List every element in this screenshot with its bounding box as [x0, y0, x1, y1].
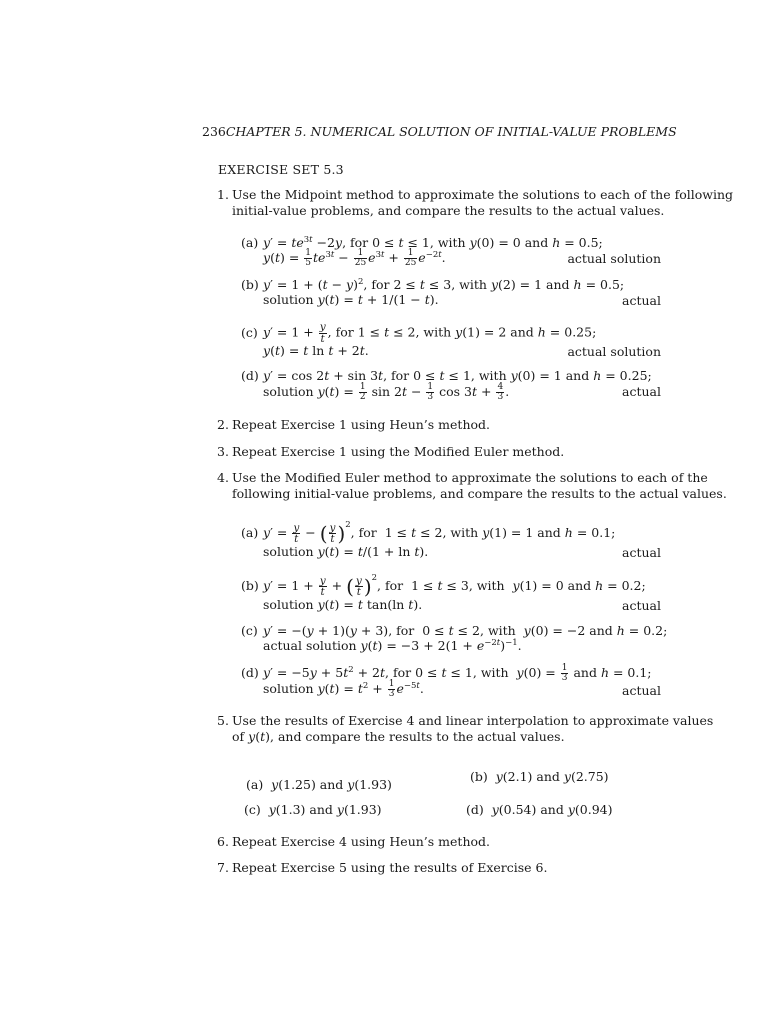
exercise-3: 3. Repeat Exercise 1 using the Modified Euler method. — [217, 444, 565, 459]
exercise-1c: (c) y′ = 1 + $\frac{y}{t}$ , for 1 ≤ t ≤ 2, with y(1) = 2 and h = 0.25; actual solution — [241, 321, 661, 359]
exercise-4b: (b) y′ = 1 + $\frac{y}{t}$ + ( $\frac{y}{t}$ )$^2$, for 1 ≤ t ≤ 3, with y(1) = 0 and h = 0.2; actual — [241, 573, 661, 613]
exercise-1d-solution: solution y(t) = $\frac{1}{2}$ sin 2t − $\frac{1}{3}$ cos 3t + $\frac{4}{3}$ . — [263, 382, 510, 402]
exercise-1: 1. Use the Midpoint method to approximate the solutions to each of the following — [217, 187, 733, 202]
exercise-4d-solution: solution $y(t) = t^2$ + $\frac{1}{3}$ $e^{-5t}$. — [263, 679, 424, 699]
page-number: 236 — [202, 124, 226, 139]
exercise-4d: (d) $y' = -5y + 5t^2 + 2t$, for 0 ≤ t ≤ 1, with y(0) = $\frac{1}{3}$ and h = 0.1; actual — [241, 663, 661, 698]
exercise-1a-solution: y(t) = $\frac{1}{5}$ $te^{3t}$ − $\frac{1}{25}$ $e^{3t}$ + $\frac{1}{25}$ $e^{-2t}$. — [263, 248, 446, 268]
exercise-set-title: EXERCISE SET 5.3 — [218, 162, 344, 177]
exercise-7: 7. Repeat Exercise 5 using the results of Exercise 6. — [217, 860, 548, 875]
exercise-1-line-2: initial-value problems, and compare the results to the actual values. — [232, 203, 665, 218]
exercise-4: 4. Use the Modified Euler method to approximate the solutions to each of the — [217, 470, 708, 485]
exercise-5d: (d) y(0.54) and y(0.94) — [466, 802, 613, 817]
exercise-2: 2. Repeat Exercise 1 using Heun’s method. — [217, 417, 490, 432]
exercise-4c: (c) y′ = −(y + 1)(y + 3), for 0 ≤ t ≤ 2, with y(0) = −2 and h = 0.2; — [241, 623, 668, 638]
exercise-5b: (b) y(2.1) and y(2.75) — [470, 769, 609, 784]
exercise-4a-solution: solution y(t) = t/(1 + ln t). — [263, 544, 429, 559]
exercise-5: 5. Use the results of Exercise 4 and linear interpolation to approximate values — [217, 713, 714, 728]
exercise-4b-solution: solution y(t) = t tan(ln t). — [263, 597, 423, 612]
running-header — [202, 124, 677, 140]
exercise-1c-solution: y(t) = t ln t + 2t. — [263, 343, 369, 358]
exercise-5-line-2: of y(t), and compare the results to the actual values. — [232, 729, 565, 744]
exercise-1b-solution: solution y(t) = t + 1/(1 − t). — [263, 292, 439, 307]
exercise-1d: (d) y′ = cos 2t + sin 3t, for 0 ≤ t ≤ 1, with y(0) = 1 and h = 0.25; actual — [241, 368, 661, 399]
exercise-4a: (a) y′ = $\frac{y}{t}$ − ( $\frac{y}{t}$ )$^2$, for 1 ≤ t ≤ 2, with y(1) = 1 and h = 0.1; actual — [241, 520, 661, 560]
exercise-4c-solution: actual solution $y(t) = -3 + 2(1 + e^{-2t})^{-1}$. — [263, 638, 522, 653]
exercise-6: 6. Repeat Exercise 4 using Heun’s method. — [217, 834, 490, 849]
chapter-title: CHAPTER 5. NUMERICAL SOLUTION OF INITIAL-VALUE PROBLEMS — [225, 124, 677, 139]
exercise-1a: (a) $y' = te^{3t} -2y$, for 0 ≤ t ≤ 1, with y(0) = 0 and h = 0.5; actual solution — [241, 235, 661, 266]
exercise-1b: (b) $y' = 1 + (t - y)^2$, for 2 ≤ t ≤ 3, with y(2) = 1 and h = 0.5; actual — [241, 277, 661, 308]
exercise-5a: (a) y(1.25) and y(1.93) — [246, 777, 392, 792]
exercise-4-line-2: following initial-value problems, and compare the results to the actual values. — [232, 486, 727, 501]
exercise-5c: (c) y(1.3) and y(1.93) — [244, 802, 382, 817]
